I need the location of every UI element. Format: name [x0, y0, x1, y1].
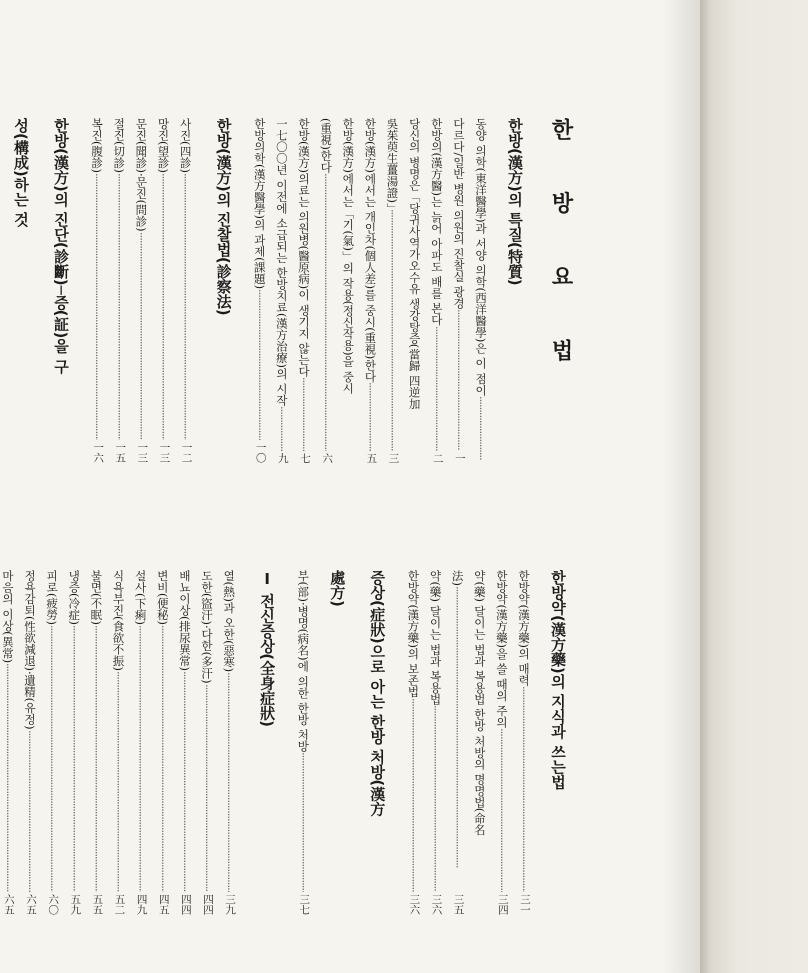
section-heading-symptom-prescriptions-line2: 處方) — [328, 570, 347, 607]
toc-entry[interactable]: 한방(漢方)의료는 의원병(醫原病)이 생기지 않는다 ····· 七 — [294, 118, 314, 463]
toc-entry[interactable]: 마음의 이상(異常) ····· 六五 — [0, 570, 18, 915]
section-heading-special-traits: 한방(漢方)의 특질(特質) — [506, 118, 524, 286]
toc-entry[interactable]: 변비(便秘) ····· 四五 — [153, 570, 173, 915]
toc-entry[interactable]: 당신의 병명은「당귀사역가오수유 생강탕증(當歸 四逆加 — [407, 118, 422, 410]
section-heading-diagnosis — [49, 118, 73, 463]
toc-entry[interactable]: 약(藥) 달이는 법과 복용법 ····· 三六 — [425, 570, 445, 915]
toc-entry[interactable]: 사진(四診) ····· 一二 — [176, 118, 196, 463]
page-edge — [700, 0, 808, 973]
section-heading-diagnosis-line1: 한방(漢方)의 진단(診斷)─증(証)을 구 — [52, 118, 70, 374]
section-heading-symptom-prescriptions-line1: 증상(症狀)으로 아는 한방 처방(漢方 — [368, 570, 387, 817]
toc-entry[interactable]: (重視)한다 ····· 六 — [316, 118, 336, 463]
section-heading-diagnosis-line2: 성(構成)하는 것 — [12, 118, 30, 227]
toc-entry[interactable]: 한방(漢方)에서는「기(氣)」의 작용(정신작용)을 중시 — [341, 118, 356, 394]
section-heading-general-symptoms: Ⅰ 전신증상(全身症狀) — [258, 570, 277, 727]
toc-entry[interactable]: 복진(腹診) ····· 一六 — [87, 118, 107, 463]
toc-entry[interactable]: 다르다/일반 병원 의원의 진찰실 광경 ····· 一 — [449, 118, 469, 463]
toc-entry[interactable]: 문진(聞診)·문진(問診) ····· 一三 — [131, 118, 151, 463]
toc-entry[interactable]: 도한(盜汗)·다한(多汗) ····· 四四 — [197, 570, 217, 915]
toc-lower-block — [0, 570, 576, 915]
toc-entry[interactable]: 한방(漢方)에서는 개인차(個人差)를 중시(重視)한다 ····· 五 — [360, 118, 380, 463]
toc-entry[interactable]: 냉증(冷症) ····· 五九 — [64, 570, 84, 915]
toc-entry[interactable]: 法) ····· 三五 — [448, 570, 468, 915]
toc-entry[interactable]: 한방약(漢方藥)의 보존법 ····· 三六 — [403, 570, 423, 915]
toc-entry[interactable]: 한방약(漢方藥)을 쓸 때의 주의 ····· 三四 — [492, 570, 512, 915]
toc-entry[interactable]: 피로(疲勞) ····· 六〇 — [42, 570, 62, 915]
toc-entry[interactable]: 부(部)·병명(病名)에 의한 한방 처방 ····· 三七 — [293, 570, 313, 915]
toc-entry[interactable]: 불면(不眠) ····· 五五 — [86, 570, 106, 915]
toc-entry[interactable]: 열(熱)과 오한(惡寒) ····· 三九 — [219, 570, 239, 915]
toc-entry[interactable]: 한방의학(漢方醫學)의 과제(課題) ····· 一〇 — [250, 118, 270, 463]
toc-entry[interactable]: 한방의(漢方醫)는 늙어 아파도 배를 본다 ····· 二 — [427, 118, 447, 463]
gutter-shadow — [664, 0, 700, 973]
toc-entry[interactable]: 식욕부진(食欲不振) ····· 五二 — [108, 570, 128, 915]
toc-entry[interactable]: 一七〇〇년 이전에 소급되는 한방치료(漢方治療)의 시작 ····· 九 — [272, 118, 292, 463]
section-heading-herbal-medicine: 한방약(漢方藥)의 지식과 쓰는법 — [549, 570, 567, 790]
toc-upper-block — [12, 118, 576, 463]
toc-entry[interactable]: 배뇨이상(排尿異常) ····· 四四 — [175, 570, 195, 915]
toc-entry[interactable]: 동양 의학(東洋醫學)과 서양 의학(西洋醫學)은 이 점이 ····· — [471, 118, 491, 463]
toc-entry[interactable]: 약(藥) 달이는 법과 복용법 한방 처방의 명명법(命名 — [472, 570, 487, 836]
toc-entry[interactable]: 절진(切診) ····· 一五 — [109, 118, 129, 463]
toc-entry[interactable]: 정욕감퇴(性欲減退)·遺精(유정) ····· 六五 — [20, 570, 40, 915]
toc-entry[interactable]: 망진(望診) ····· 一三 — [153, 118, 173, 463]
book-title: 한 방 요 법 — [548, 118, 573, 383]
section-heading-examination: 한방(漢方)의 진찰법(診察法) — [214, 118, 233, 316]
toc-entry[interactable]: 한방약(漢方藥)의 매력 ····· 三一 — [514, 570, 534, 915]
toc-entry[interactable]: 설사(下痢) ····· 四九 — [131, 570, 151, 915]
toc-entry[interactable]: 吳茱萸生薑湯證)」 ····· 三 — [382, 118, 402, 463]
